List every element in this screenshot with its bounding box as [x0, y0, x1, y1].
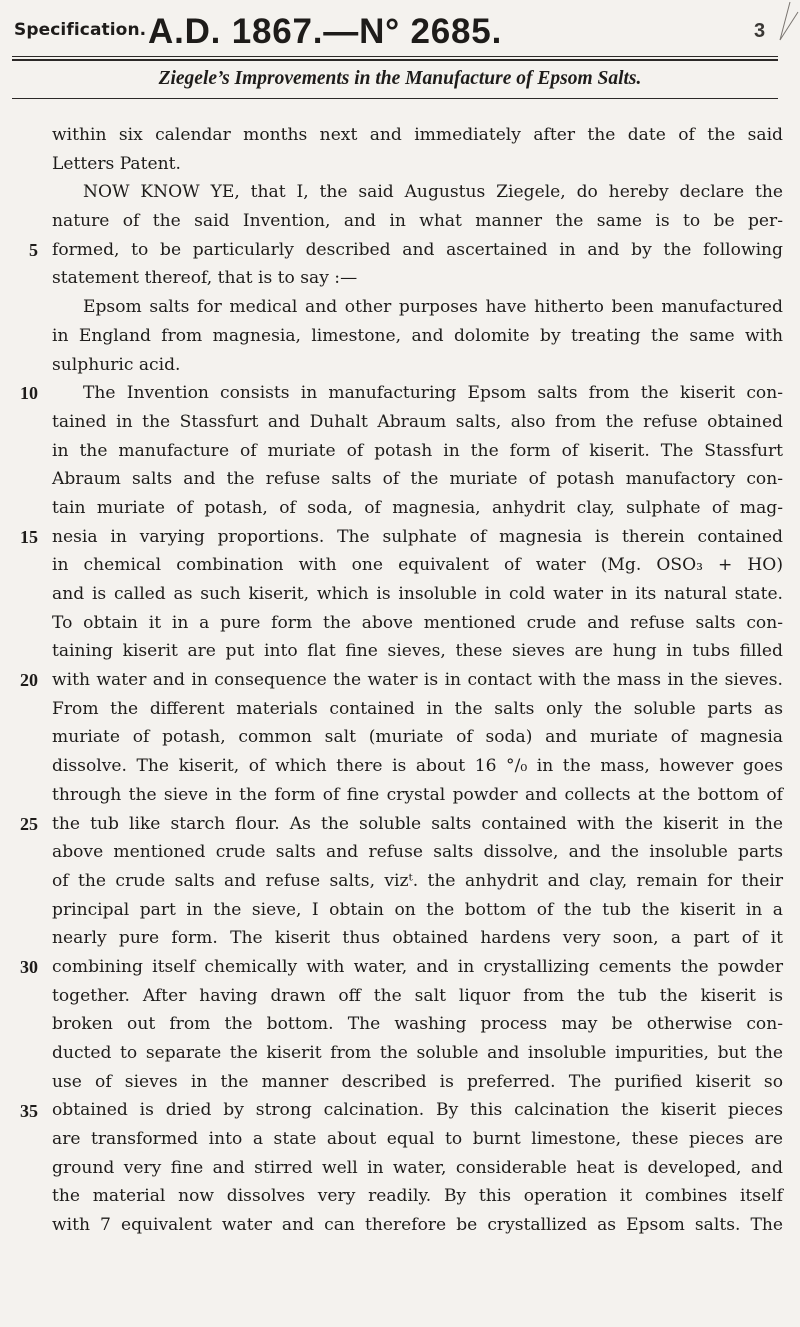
text-line: above mentioned crude salts and refuse salts dissolve, and the insoluble parts	[52, 842, 783, 863]
body-text	[52, 121, 783, 1240]
text-line: NOW KNOW YE, that I, the said Augustus Ziegele, do hereby declare the	[83, 182, 783, 203]
text-line: combining itself chemically with water, and in crystallizing cements the powder	[52, 956, 783, 977]
text-line: dissolve. The kiserit, of which there is about 16 °/₀ in the mass, however goes	[52, 756, 783, 777]
text-line: muriate of potash, common salt (muriate of soda) and muriate of magnesia	[52, 727, 783, 748]
line-number: 30	[20, 957, 38, 977]
text-line: the tub like starch flour. As the soluble salts contained with the kiserit in the	[52, 813, 783, 834]
text-line: Letters Patent.	[52, 153, 181, 174]
text-line: statement thereof, that is to say :—	[52, 268, 358, 289]
text-line: nesia in varying proportions. The sulphate of magnesia is therein contained	[52, 526, 783, 547]
line-number: 35	[20, 1101, 38, 1121]
subtitle-rule	[12, 98, 778, 99]
page-header	[14, 12, 784, 52]
text-line: taining kiserit are put into flat fine sieves, these sieves are hung in tubs filled	[52, 641, 783, 662]
text-line: and is called as such kiserit, which is insoluble in cold water in its natural state.	[52, 584, 783, 604]
text-line: nearly pure form. The kiserit thus obtained hardens very soon, a part of it	[52, 928, 783, 949]
text-line: The Invention consists in manufacturing Epsom salts from the kiserit con-	[83, 383, 783, 404]
text-line: obtained is dried by strong calcination. By this calcination the kiserit pieces	[52, 1100, 783, 1121]
line-number: 20	[20, 670, 38, 690]
text-line: use of sieves in the manner described is preferred. The purified kiserit so	[52, 1071, 783, 1092]
text-line: are transformed into a state about equal to burnt limestone, these pieces are	[52, 1129, 783, 1150]
text-line: of the crude salts and refuse salts, vizᵗ. the anhydrit and clay, remain for their	[52, 870, 783, 891]
page-subtitle: Ziegele’s Improvements in the Manufacture of Epsom Salts.	[158, 68, 642, 89]
page-number: 3	[754, 20, 766, 42]
text-line: in chemical combination with one equivalent of water (Mg. OSO₃ + HO)	[52, 555, 783, 576]
text-line: Epsom salts for medical and other purposes have hitherto been manufactured	[83, 297, 783, 318]
text-line: with water and in consequence the water is in contact with the mass in the sieves.	[52, 670, 783, 691]
header-rule-double	[12, 59, 778, 61]
patent-number: A.D. 1867.—N° 2685.	[148, 12, 503, 51]
text-line: tained in the Stassfurt and Duhalt Abraum salts, also from the refuse obtained	[52, 411, 783, 432]
text-line: To obtain it in a pure form the above mentioned crude and refuse salts con-	[52, 612, 783, 633]
text-line: principal part in the sieve, I obtain on the bottom of the tub the kiserit in a	[52, 899, 783, 920]
text-line: in the manufacture of muriate of potash in the form of kiserit. The Stassfurt	[52, 440, 783, 461]
text-line: the material now dissolves very readily. By this operation it combines itself	[52, 1186, 783, 1207]
text-line: ducted to separate the kiserit from the soluble and insoluble impurities, but the	[52, 1043, 783, 1063]
text-line: together. After having drawn off the salt liquor from the tub the kiserit is	[52, 985, 783, 1006]
text-line: broken out from the bottom. The washing process may be otherwise con-	[52, 1014, 783, 1035]
text-line: within six calendar months next and immediately after the date of the said	[52, 125, 783, 145]
line-number: 15	[20, 527, 38, 547]
line-number: 10	[20, 383, 38, 403]
text-line: formed, to be particularly described and ascertained in and by the following	[52, 239, 783, 260]
text-line: nature of the said Invention, and in what manner the same is to be per-	[52, 211, 783, 232]
text-line: tain muriate of potash, of soda, of magnesia, anhydrit clay, sulphate of mag-	[52, 497, 783, 518]
line-number: 5	[29, 240, 38, 260]
text-line: with 7 equivalent water and can therefore be crystallized as Epsom salts. The	[52, 1215, 783, 1236]
header-rule-top	[12, 56, 778, 57]
text-line: From the different materials contained in the salts only the soluble parts as	[52, 698, 783, 719]
text-line: ground very fine and stirred well in water, considerable heat is developed, and	[52, 1157, 783, 1178]
specification-label: Specification.	[14, 20, 147, 40]
line-number: 25	[20, 814, 38, 834]
text-line: Abraum salts and the refuse salts of the muriate of potash manufactory con-	[52, 469, 783, 490]
text-line: through the sieve in the form of fine crystal powder and collects at the bottom of	[52, 784, 783, 805]
text-line: sulphuric acid.	[52, 354, 181, 375]
text-line: in England from magnesia, limestone, and dolomite by treating the same with	[52, 325, 783, 346]
